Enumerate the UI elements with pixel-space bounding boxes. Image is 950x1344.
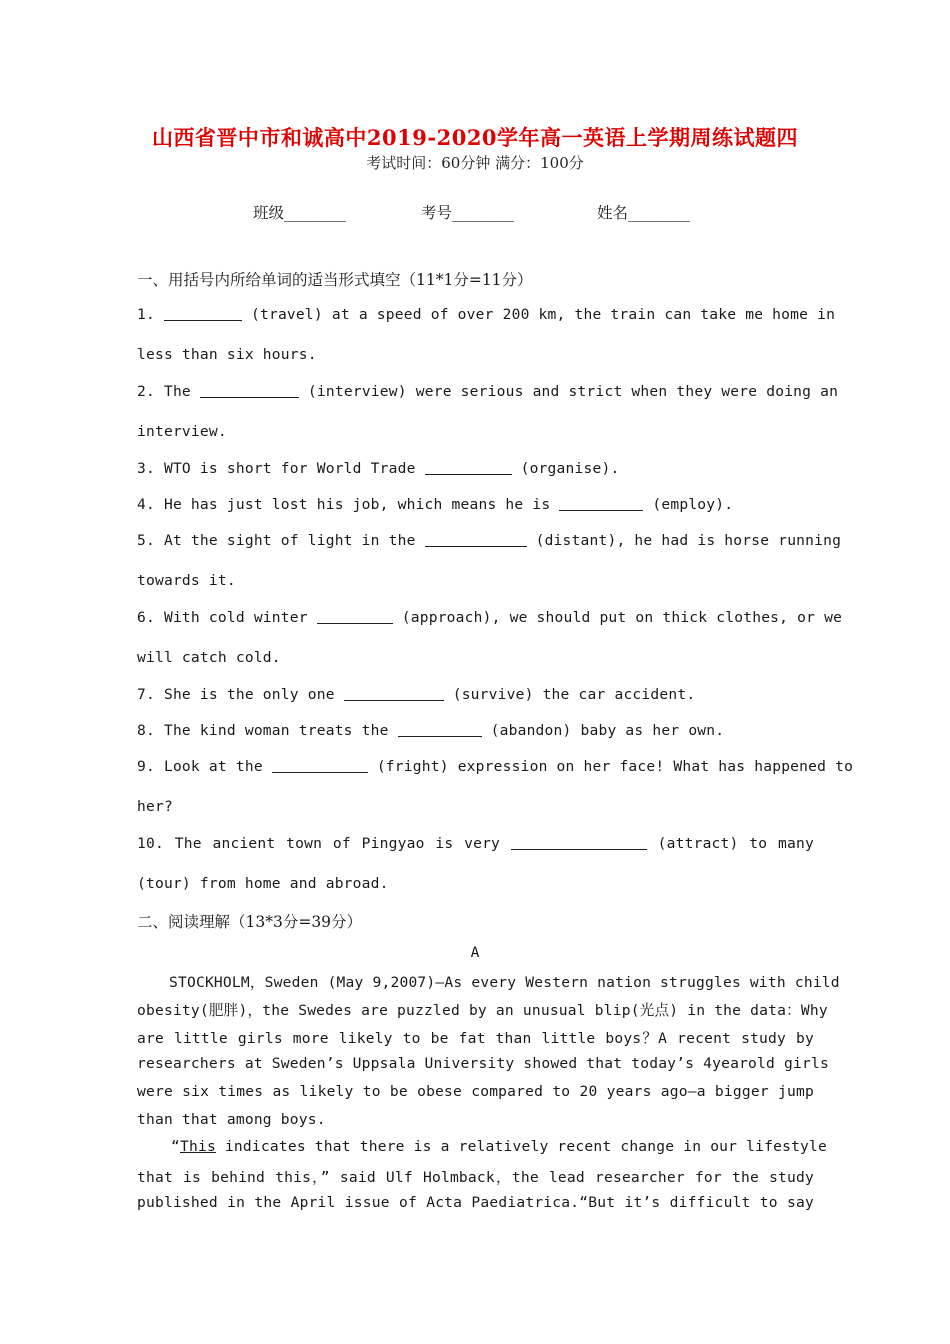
question-2-cont: interview.: [137, 423, 227, 440]
question-6-cont: will catch cold.: [137, 649, 281, 666]
question-text: 4. He has just lost his job, which means he is: [137, 496, 551, 513]
question-number: 1.: [137, 306, 155, 323]
answer-blank[interactable]: [425, 531, 527, 547]
answer-blank[interactable]: [200, 382, 299, 398]
question-text: 10. The ancient town of Pingyao is very: [137, 835, 501, 852]
answer-blank[interactable]: [559, 495, 643, 511]
question-10-cont: (tour) from home and abroad.: [137, 875, 389, 892]
question-5-cont: towards it.: [137, 572, 236, 589]
question-10: [137, 834, 814, 852]
question-text: 9. Look at the: [137, 758, 263, 775]
question-4: [137, 495, 814, 513]
passage-text: indicates that there is a relatively recent change in our lifestyle: [215, 1138, 828, 1155]
question-3: [137, 459, 814, 477]
question-hint: (employ).: [652, 496, 734, 513]
question-text: (interview) were serious and strict when they were doing an: [307, 383, 839, 400]
question-1-cont: less than six hours.: [137, 346, 317, 363]
passage-line: obesity(肥胖)，the Swedes are puzzled by an unusual blip(光点) in the data：Why: [137, 1002, 828, 1019]
passage-line: that is behind this，” said Ulf Holmback，the lead researcher for the study: [137, 1169, 814, 1186]
question-hint: (distant), he had is horse running: [535, 532, 842, 549]
question-9-cont: her?: [137, 798, 173, 815]
question-8: [137, 721, 814, 739]
answer-blank[interactable]: [164, 305, 242, 321]
page-title: 山西省晋中市和诚高中2019-2020学年高一英语上学期周练试题四: [151, 125, 799, 150]
answer-blank[interactable]: [511, 834, 647, 850]
answer-blank[interactable]: [425, 459, 512, 475]
underlined-word: This: [180, 1138, 216, 1155]
passage-line: are little girls more likely to be fat than little boys？A recent study by: [137, 1030, 814, 1047]
answer-blank[interactable]: [398, 721, 482, 737]
passage-line: STOCKHOLM，Sweden (May 9,2007)—As every Western nation struggles with child: [169, 974, 840, 991]
passage-label: A: [470, 944, 480, 961]
answer-blank[interactable]: [317, 608, 393, 624]
passage-line: were six times as likely to be obese compared to 20 years ago—a bigger jump: [137, 1083, 814, 1100]
passage-line: [171, 1138, 828, 1155]
class-field: 班级________: [253, 204, 347, 222]
question-1: [137, 305, 836, 323]
question-hint: (attract) to many: [657, 835, 814, 852]
question-6: [137, 608, 843, 626]
number-field: 考号________: [421, 204, 515, 222]
quote-mark: “: [171, 1138, 180, 1155]
question-hint: (fright) expression on her face! What has happened to: [376, 758, 854, 775]
passage-line: published in the April issue of Acta Paediatrica.“But it’s difficult to say: [137, 1194, 814, 1211]
question-text: 5. At the sight of light in the: [137, 532, 416, 549]
question-hint: (survive) the car accident.: [452, 686, 696, 703]
question-9: [137, 757, 854, 775]
question-text: 8. The kind woman treats the: [137, 722, 389, 739]
section-2-heading: 二、阅读理解（13*3分=39分）: [137, 913, 363, 931]
question-number: 2. The: [137, 383, 191, 400]
passage-line: researchers at Sweden’s Uppsala University showed that today’s 4yearold girls: [137, 1055, 829, 1072]
passage-line: than that among boys.: [137, 1111, 326, 1128]
answer-blank[interactable]: [344, 685, 444, 701]
question-text: 3. WTO is short for World Trade: [137, 460, 416, 477]
name-field: 姓名________: [597, 204, 691, 222]
question-text: 7. She is the only one: [137, 686, 335, 703]
section-1-heading: 一、用括号内所给单词的适当形式填空（11*1分=11分）: [137, 271, 533, 289]
question-hint: (approach), we should put on thick clothes, or we: [401, 609, 843, 626]
question-2: [137, 382, 839, 400]
question-5: [137, 531, 842, 549]
exam-info: 考试时间：60分钟 满分：100分: [366, 154, 584, 172]
question-hint: (abandon) baby as her own.: [490, 722, 725, 739]
answer-blank[interactable]: [272, 757, 368, 773]
question-7: [137, 685, 814, 703]
question-hint: (organise).: [520, 460, 620, 477]
question-text: 6. With cold winter: [137, 609, 308, 626]
question-text: (travel) at a speed of over 200 km, the train can take me home in: [250, 306, 836, 323]
